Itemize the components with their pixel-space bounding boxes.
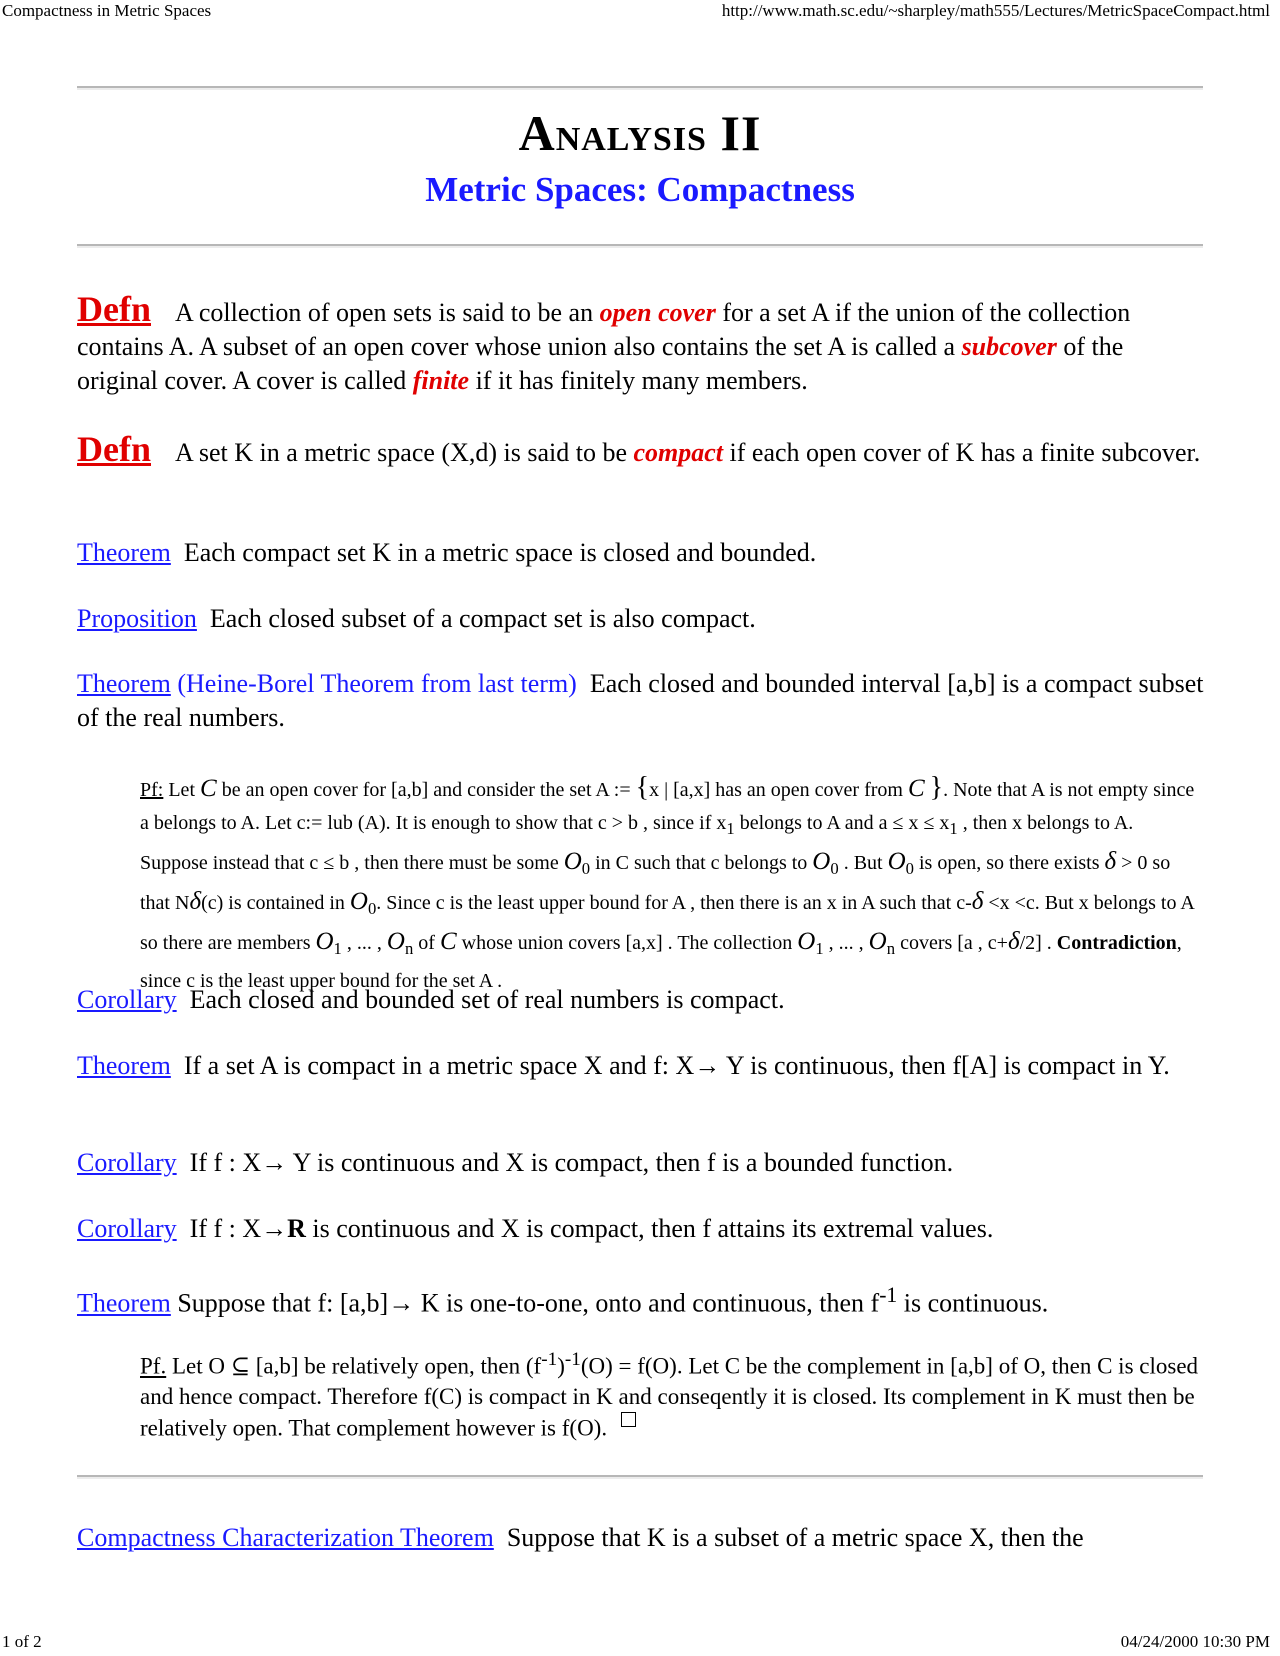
title-block [0,105,1280,212]
corollary-link[interactable]: Corollary [77,1148,177,1177]
corollary-extremal-values: Corollary If f : X→R is continuous and X is compact, then f attains its extremal values. [77,1214,994,1243]
proof-label: Pf: [140,779,164,801]
term-subcover: subcover [961,332,1057,361]
proof-heine-borel: Pf: Let C be an open cover for [a,b] and consider the set A := {x | [a,x] has an open cover from C }. Note that A is not empty since a belongs to A. Let c:= lub (A). It is enough to show that c > b , since if $x_1$ belongs to A and $a \le x \le x_1$ , then x belongs to A. Suppose instead that c ≤ b , then there must be some $O_0$ in C such that c belongs to $O_0$ . But $O_0$ is open, so there exists δ > 0 so that Nδ(c) is contained in $O_0$. Since c is the least upper bound for A , then there is an x in A such that c-δ <x <c. But x belongs to A so there are members $O_1$ , ... , $O_n$ of C whose union covers [a,x] . The collection $O_1$ , ... , $O_n$ covers [a , c+δ/2] . Contradiction, since c is the least upper bound for the set A . [140,772,1195,992]
theorem-continuous-image: Theorem If a set A is compact in a metric space X and f: X→ Y is continuous, then f[A] is compact in Y. [77,1051,1170,1080]
horizontal-rule [77,244,1203,248]
page-count: 1 of 2 [2,1632,42,1651]
term-compact: compact [633,438,724,467]
proof-inverse-continuous: Pf. Let O ⊆ [a,b] be relatively open, then $(f^{-1})^{-1}(O) = f(O)$. Let C be the complement in [a,b] of O, then C is closed and hence compact. Therefore f(C) is compact in K and conseqently it is closed. Its complement in K must then be relatively open. That complement however is f(O). [140,1349,1199,1441]
corollary-link[interactable]: Corollary [77,985,177,1014]
horizontal-rule [77,86,1203,90]
arrow-icon: → [388,1288,415,1318]
cct-link[interactable]: Compactness Characterization Theorem [77,1523,494,1552]
theorem-link[interactable]: Theorem [77,1288,171,1318]
theorem-inverse-continuous: Theorem Suppose that f: [a,b]→ K is one-to-one, onto and continuous, then $f^{-1}$ is continuous. [77,1283,1049,1318]
proposition-link[interactable]: Proposition [77,604,197,633]
definition-open-cover: Defn A collection of open sets is said to be an open cover for a set A if the union of the collection contains A. A subset of an open cover whose union also contains the set A is called a subcover of the original cover. A cover is called finite if it has finitely many members. [77,289,1131,395]
corollary-link[interactable]: Corollary [77,1214,177,1243]
theorem-compact-closed-bounded: Theorem Each compact set K in a metric space is closed and bounded. [77,538,817,567]
theorem-heine-borel: Theorem (Heine-Borel Theorem from last term) Each closed and bounded interval [a,b] is a compact subset of the real numbers. [77,669,1204,732]
arrow-icon: → [261,1214,288,1243]
arrow-icon: → [694,1051,721,1080]
print-timestamp: 04/24/2000 10:30 PM [1120,1632,1270,1651]
page-subtitle: Metric Spaces: Compactness [425,170,855,209]
corollary-real-compact: Corollary Each closed and bounded set of real numbers is compact. [77,985,785,1014]
corollary-bounded-function: Corollary If f : X→ Y is continuous and X is compact, then f is a bounded function. [77,1148,954,1177]
theorem-link[interactable]: Theorem [77,538,171,567]
page-title: ANALYSIS II [518,105,762,161]
end-of-proof-icon [621,1412,636,1427]
heine-borel-label: (Heine-Borel Theorem from last term) [177,669,577,698]
term-finite: finite [412,366,470,395]
definition-compact: Defn A set K in a metric space (X,d) is said to be compact if each open cover of K has a finite subcover. [77,429,1201,469]
term-open-cover: open cover [599,298,716,327]
defn-label: Defn [77,429,151,469]
contradiction-text: Contradiction [1056,932,1177,954]
proposition-closed-subset: Proposition Each closed subset of a compact set is also compact. [77,604,756,633]
compactness-characterization-theorem: Compactness Characterization Theorem Suppose that K is a subset of a metric space X, then the [77,1523,1084,1552]
arrow-icon: → [261,1148,288,1177]
browser-page-title: Compactness in Metric Spaces [2,1,212,20]
browser-url: http://www.math.sc.edu/~sharpley/math555/Lectures/MetricSpaceCompact.html [721,1,1270,20]
defn-label: Defn [77,289,151,329]
proof-label: Pf. [140,1353,167,1379]
horizontal-rule [77,1475,1203,1479]
theorem-link[interactable]: Theorem [77,669,171,698]
theorem-link[interactable]: Theorem [77,1051,171,1080]
